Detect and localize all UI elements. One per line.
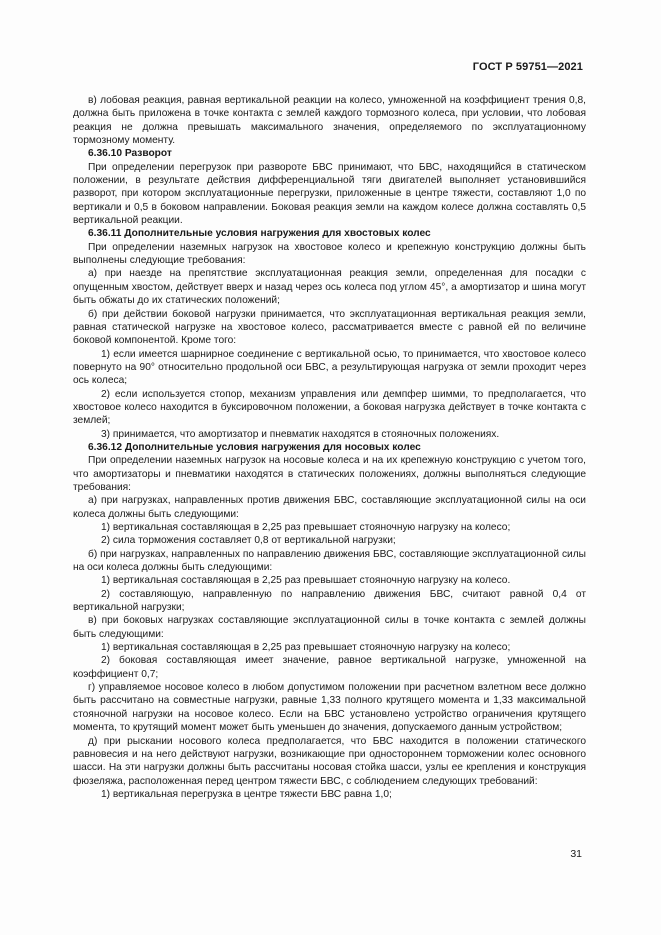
paragraph: г) управляемое носовое колесо в любом допустимом положении при расчетном взлетном весе должно быть рассчитано на совместные нагрузки, равные 1,33 полного крутящего момента и 1,33 максимальной стояночной нагрузки на носовое колесо. Если на БВС установлено устройство ограничения крутящего момента, то крутящий момент может быть уменьшен до значения, допускаемого данным устройством;	[73, 682, 586, 734]
section-heading: 6.36.12 Дополнительные условия нагружения для носовых колес	[88, 441, 421, 453]
paragraph: 2) сила торможения составляет 0,8 от вертикальной нагрузки;	[101, 535, 396, 547]
standard-header: ГОСТ Р 59751—2021	[472, 61, 583, 73]
paragraph: 1) вертикальная перегрузка в центре тяжести БВС равна 1,0;	[101, 788, 392, 800]
paragraph: б) при действии боковой нагрузки принимается, что эксплуатационная вертикальная реакция земли, равная статической нагрузке на хвостовое колесо, рассматривается вместе с равной ей по величине боковой компонентой. Кроме того:	[73, 308, 586, 347]
paragraph: 2) составляющую, направленную по направлению движения БВС, считают равной 0,4 от вертикальной нагрузки;	[73, 588, 586, 614]
paragraph: в) лобовая реакция, равная вертикальной реакции на колесо, умноженной на коэффициент трения 0,8, должна быть приложена в точке контакта с землей каждого тормозного колеса, при условии, что лобовая реакция не должна превышать максимального значения, определяемого по эксплуатационному тормозному моменту.	[73, 95, 586, 147]
paragraph: 2) если используется стопор, механизм управления или демпфер шимми, то предполагается, что хвостовое колесо находится в буксировочном положении, а боковая нагрузка действует в точке контакта с землей;	[73, 388, 586, 427]
paragraph: а) при нагрузках, направленных против движения БВС, составляющие эксплуатационной силы на оси колеса должны быть следующими:	[73, 495, 586, 520]
paragraph: 2) боковая составляющая имеет значение, равное вертикальной нагрузке, умноженной на коэффициент 0,7;	[73, 655, 586, 680]
paragraph: в) при боковых нагрузках составляющие эксплуатационной силы в точке контакта с землей должны быть следующими:	[73, 615, 586, 640]
page-number: 31	[570, 848, 582, 860]
paragraph: а) при наезде на препятствие эксплуатационная реакция земли, определенная для посадки с опущенным хвостом, действует вверх и назад через ось колеса под углом 45°, а амортизатор и шина могут быть обжаты до их статических положений;	[73, 268, 586, 307]
paragraph: При определении наземных нагрузок на носовые колеса и на их крепежную конструкцию с учетом того, что амортизаторы и пневматики находятся в статических положениях, должны выполняться следующие требования:	[73, 455, 586, 493]
paragraph: д) при рыскании носового колеса предполагается, что БВС находится в положении статического равновесия и на него действуют нагрузки, возникающие при одностороннем торможении колес основного шасси. На эти нагрузки должны быть рассчитаны носовая стойка шасси, узлы ее крепления и конструкция фюзеляжа, расположенная перед центром тяжести БВС, с соблюдением следующих требований:	[73, 735, 586, 787]
document-body	[73, 94, 586, 801]
paragraph: 1) если имеется шарнирное соединение с вертикальной осью, то принимается, что хвостовое колесо повернуто на 90° относительно продольной оси БВС, а результирующая нагрузка от земли проходит через ось колеса;	[73, 348, 586, 387]
paragraph: При определении наземных нагрузок на хвостовое колесо и крепежную конструкцию должны быть выполнены следующие требования:	[73, 241, 586, 267]
paragraph: 1) вертикальная составляющая в 2,25 раз превышает стояночную нагрузку на колесо;	[101, 522, 511, 533]
section-heading: 6.36.10 Разворот	[88, 148, 172, 160]
paragraph: 3) принимается, что амортизатор и пневматик находятся в стояночных положениях.	[101, 428, 500, 440]
section-heading: 6.36.11 Дополнительные условия нагружения для хвостовых колес	[88, 228, 431, 240]
paragraph: 1) вертикальная составляющая в 2,25 раз превышает стояночную нагрузку на колесо.	[101, 575, 511, 587]
paragraph: б) при нагрузках, направленных по направлению движения БВС, составляющие эксплуатационной силы на оси колеса должны быть следующими:	[73, 548, 586, 574]
paragraph: При определении перегрузок при развороте БВС принимают, что БВС, находящийся в статическом положении, в результате действия дифференциальной тяги двигателей выполняет установившийся разворот, при котором эксплуатационные перегрузки, приложенные в центре тяжести, составляют 1,0 по вертикали и 0,5 в боковом направлении. Боковая реакция земли на каждом колесе должна составлять 0,5 вертикальной реакции.	[73, 161, 586, 227]
paragraph: 1) вертикальная составляющая в 2,25 раз превышает стояночную нагрузку на колесо;	[101, 642, 511, 654]
